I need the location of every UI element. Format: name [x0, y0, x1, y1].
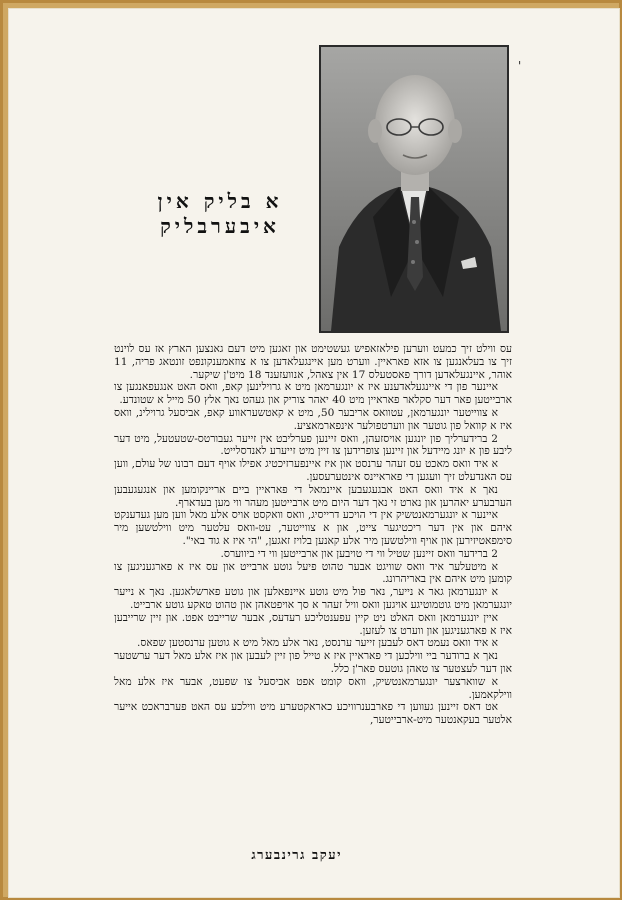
paragraph: א איד וואס מאכט עס זעהר ערנסט און איז איינפערזיכטיג אפילו אויף דעם רבונו של עולם, ווען עס האנדעלט זיך וועגען די פאראיינס אינטערעסען.	[114, 458, 512, 483]
page-title: א בליק אין איבערבליק	[157, 189, 283, 238]
corner-mark: '	[518, 59, 522, 73]
paragraph: איין יונגערמאן וואס האלט ניט קיין עפענטליכע רעדעס, אבער שרייבט אפט. און זיין שרייבען איז א פארגעניגען און ווערט צו לעזען.	[114, 611, 512, 637]
portrait-photo	[319, 45, 509, 333]
paragraph: א צווייטער יונגערמאן, עטוואס אריבער 50, מיט א קאטשעראווע קאפ, אביסעל גרוילינ, וואס איז א קוואל פון גוטער און ווערטפולער אינפארמאציע.	[114, 406, 512, 432]
paragraph: א יונגערמאן גאר א נייער, נאר פול מיט גוטע איינפאלען און גוטע פארשלאגען. נאך א נייער יונגערמאן מיט גוטמוטיגע אויגען וואס וויל זעהר א סך אויפטאהן און טהוט טאקע גוטע ארבייט.	[114, 586, 512, 611]
paragraph: 2 ברידער וואס זיינען שטיל ווי די טויבען און ארבייטען ווי די ביווערס.	[220, 547, 498, 560]
paragraph: איינער פון די איינגעלאדענע איז א יונגערמאן מיט א גרוילינען קאפ, וואס האט אנגעפאנגען צו ארבייטען פאר דער סקלאר פאראיין מיט 40 יאהר צוריק און געהט נאך אלץ 50 מייל א שטונדע.	[114, 381, 512, 407]
paragraph: נאך א ברודער ביי ווילכען די פאראיין איז א טייל פון זיין לעבען און איז אלע מאל דער ערשטער און דער לעצטער צו טאהן גוטעס פאר'ן כלל.	[114, 650, 512, 675]
paragraph: א איד וואס נעמט דאס לעבען זייער ערנסט, נאר אלע מאל מיט א גוטען ערנסטען שפאס.	[137, 637, 498, 650]
paragraph: איינער א יונגערמאנטשיק אין די הויכע דרייסיג, וואס וואקסט אויס אלע מאל ווען מען געדענקט איהם און אין דער ריכטיגער צייט, און א צווייטער, עט-וואס עלטער מיט ווילטשען מיר סימפאטיזירען און אויף ווילטשען מיר אלע קאנען בלויז זאגען, "הי איז א גוד באי".	[114, 509, 512, 547]
document-page	[8, 8, 620, 898]
author-signature: יעקב גרינבערג	[251, 848, 342, 863]
paragraph: עס ווילט זיך כמעט ווערען פילאזאפיש געשטימט און זאגען מיט דעם גאנצען הארץ אז עס לוינט זיך צו בעלאנגען צו אזא פאראיין. ווערט מען איינגעלאדען צו א צוזאמענקונפט זונטאג פריה, 11 אוהר, איינגעלאדען דורך פאסטעלס 17 אין צאהל, אנוועזענד 18 מיט'ן שיקער.	[114, 343, 512, 381]
paragraph: א שווארצער יונגערמאנטשיק, וואס קומט אפט אביסעל צו שפעט, אבער איז אלע מאל ווילקאמען.	[114, 675, 512, 701]
paragraph: א מיטעלער איד וואס שוויגט אבער טהוט פיעל גוטע ארבייט און עס איז א פארגעניגען צו קומען מיט איהם אין באריהרונג.	[114, 560, 512, 586]
paragraph: נאך א איד וואס האט אבגעגעבען איינמאל די פאראיין ביים אריינקומען און אנגעגעבען הערבערע יאהרען און נארט זי נאך דער היום מיט ארבייטען מעהר ווי מען בעדארף.	[114, 483, 512, 509]
paragraph: אט דאס זיינען געווען די פארבענרוויכע כאראקטערע מיט ווילכע עס האט פערבראכט אייער אלטער בעקאנטער מיט-ארבייטער,	[114, 701, 512, 727]
paragraph: 2 ברידערליך פון יונגען אויסזעהן, וואס זיינען פערליבט אין זייער געבורטס-שטעטעל, מיט דער ליבע פון א יונג מיידעל און זיינען צופרידען צו זיין מיט זייערע לאנדסלייט.	[114, 432, 512, 458]
article-body	[114, 343, 512, 727]
